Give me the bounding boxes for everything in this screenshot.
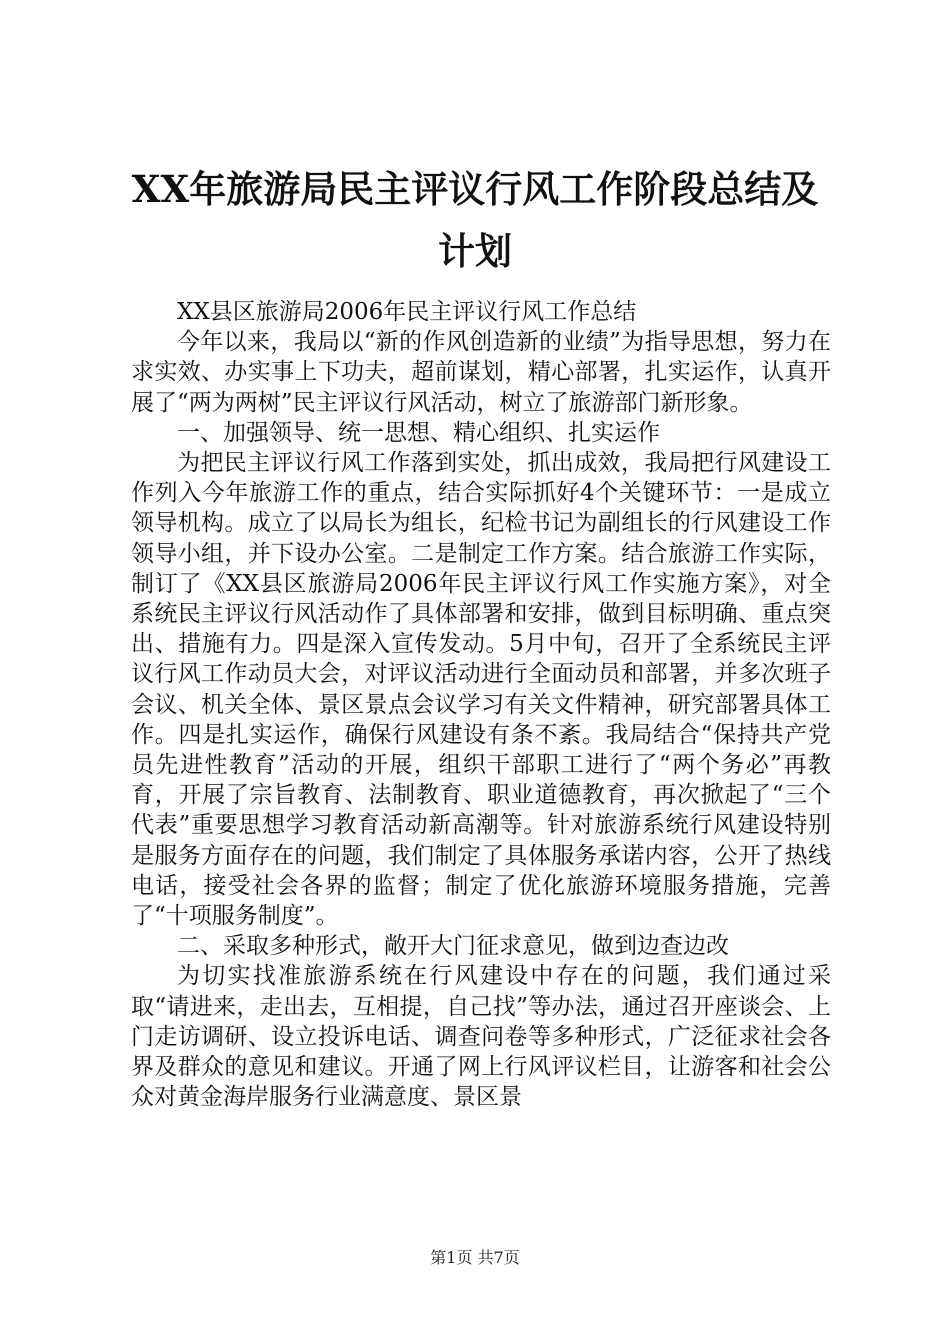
- section-1-paragraph: 为把民主评议行风工作落到实处，抓出成效，我局把行风建设工作列入今年旅游工作的重点，结合实际抓好4个关键环节：一是成立领导机构。成立了以局长为组长，纪检书记为副组长的行风建设工作领导小组，并下设办公室。二是制定工作方案。结合旅游工作实际，制订了《XX县区旅游局2006年民主评议行风工作实施方案》，对全系统民主评议行风活动作了具体部署和安排，做到目标明确、重点突出、措施有力。四是深入宣传发动。5月中旬，召开了全系统民主评议行风工作动员大会，对评议活动进行全面动员和部署，并多次班子会议、机关全体、景区景点会议学习有关文件精神，研究部署具体工作。四是扎实运作，确保行风建设有条不紊。我局结合“保持共产党员先进性教育”活动的开展，组织干部职工进行了“两个务必”再教育，开展了宗旨教育、法制教育、职业道德教育，再次掀起了“三个代表”重要思想学习教育活动新高潮等。针对旅游系统行风建设特别是服务方面存在的问题，我们制定了具体服务承诺内容，公开了热线电话，接受社会各界的监督；制定了优化旅游环境服务措施，完善了“十项服务制度”。: [131, 450, 831, 930]
- intro-paragraph: 今年以来，我局以“新的作风创造新的业绩”为指导思想，努力在求实效、办实事上下功夫，超前谋划，精心部署，扎实运作，认真开展了“两为两树”民主评议行风活动，树立了旅游部门新形象。: [131, 329, 831, 416]
- section-2-paragraph: 为切实找准旅游系统在行风建设中存在的问题，我们通过采取“请进来，走出去，互相提，自己找”等办法，通过召开座谈会、上门走访调研、设立投诉电话、调查问卷等多种形式，广泛征求社会各界及群众的意见和建议。开通了网上行风评议栏目，让游客和社会公众对黄金海岸服务行业满意度、景区景: [131, 963, 831, 1111]
- section-heading-1: 一、加强领导、统一思想、精心组织、扎实运作: [177, 419, 660, 446]
- section-heading-2: 二、采取多种形式，敞开大门征求意见，做到边查边改: [177, 933, 729, 960]
- document-body: [131, 297, 831, 1112]
- page-number-footer: 第1页 共7页: [430, 1248, 520, 1267]
- document-title: XX年旅游局民主评议行风工作阶段总结及计划: [131, 167, 819, 273]
- subtitle-paragraph: XX县区旅游局2006年民主评议行风工作总结: [177, 299, 637, 325]
